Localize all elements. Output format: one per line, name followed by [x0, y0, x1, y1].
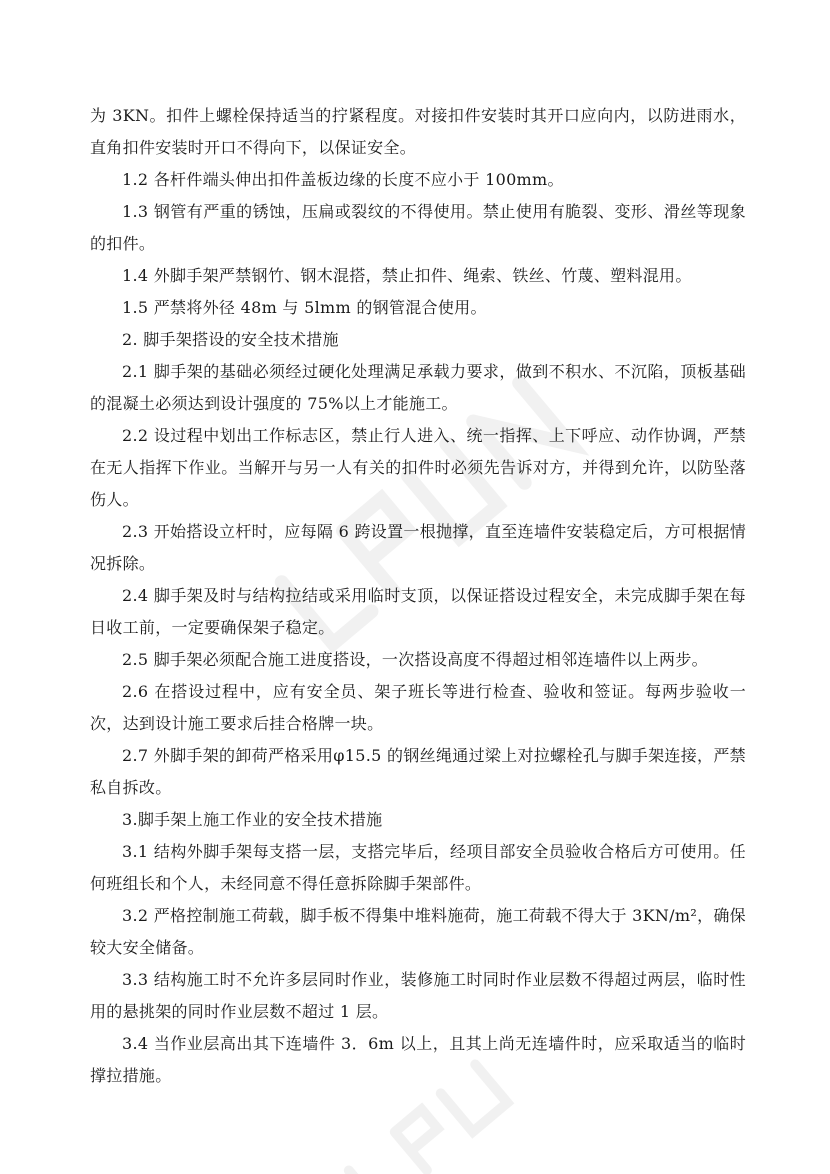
paragraph: 1.4 外脚手架严禁钢竹、钢木混搭，禁止扣件、绳索、铁丝、竹蔑、塑料混用。	[122, 266, 692, 285]
document-body	[90, 100, 746, 1092]
paragraph: 1.5 严禁将外径 48m 与 5lmm 的钢管混合使用。	[122, 298, 487, 317]
paragraph: 3.脚手架上施工作业的安全技术措施	[122, 810, 383, 829]
paragraph: 为 3KN。扣件上螺栓保持适当的拧紧程度。对接扣件安装时其开口应向内，以防进雨水，直角扣件安装时开口不得向下，以保证安全。	[90, 106, 746, 157]
paragraph: 2.2 设过程中划出工作标志区，禁止行人进入、统一指挥、上下呼应、动作协调，严禁在无人指挥下作业。当解开与另一人有关的扣件时必须先告诉对方，并得到允许，以防坠落伤人。	[90, 426, 746, 509]
paragraph: 2.7 外脚手架的卸荷严格采用φ15.5 的钢丝绳通过梁上对拉螺栓孔与脚手架连接，严禁私自拆改。	[90, 746, 746, 797]
paragraph: 3.4 当作业层高出其下连墙件 3．6m 以上，且其上尚无连墙件时，应采取适当的临时撑拉措施。	[90, 1034, 746, 1085]
paragraph: 2.6 在搭设过程中，应有安全员、架子班长等进行检查、验收和签证。每两步验收一次，达到设计施工要求后挂合格牌一块。	[90, 682, 746, 733]
paragraph: 2. 脚手架搭设的安全技术措施	[122, 330, 339, 349]
paragraph: 2.4 脚手架及时与结构拉结或采用临时支顶，以保证搭设过程安全，未完成脚手架在每日收工前，一定要确保架子稳定。	[90, 586, 746, 637]
paragraph: 2.3 开始搭设立杆时，应每隔 6 跨设置一根抛撑，直至连墙件安装稳定后，方可根据情况拆除。	[90, 522, 746, 573]
paragraph: 3.3 结构施工时不允许多层同时作业，装修施工时同时作业层数不得超过两层，临时性用的悬挑架的同时作业层数不超过 1 层。	[90, 970, 746, 1021]
paragraph: 2.1 脚手架的基础必须经过硬化处理满足承载力要求，做到不积水、不沉陷，顶板基础的混凝土必须达到设计强度的 75%以上才能施工。	[90, 362, 746, 413]
paragraph: 1.2 各杆件端头伸出扣件盖板边缘的长度不应小于 100mm。	[122, 170, 564, 189]
paragraph: 2.5 脚手架必须配合施工进度搭设，一次搭设高度不得超过相邻连墙件以上两步。	[122, 650, 708, 669]
paragraph: 3.2 严格控制施工荷载，脚手板不得集中堆料施荷，施工荷载不得大于 3KN/m²，确保较大安全储备。	[90, 906, 746, 957]
paragraph: 3.1 结构外脚手架每支搭一层，支搭完毕后，经项目部安全员验收合格后方可使用。任何班组长和个人，未经同意不得任意拆除脚手架部件。	[90, 842, 746, 893]
paragraph: 1.3 钢管有严重的锈蚀，压扁或裂纹的不得使用。禁止使用有脆裂、变形、滑丝等现象的扣件。	[90, 202, 746, 253]
